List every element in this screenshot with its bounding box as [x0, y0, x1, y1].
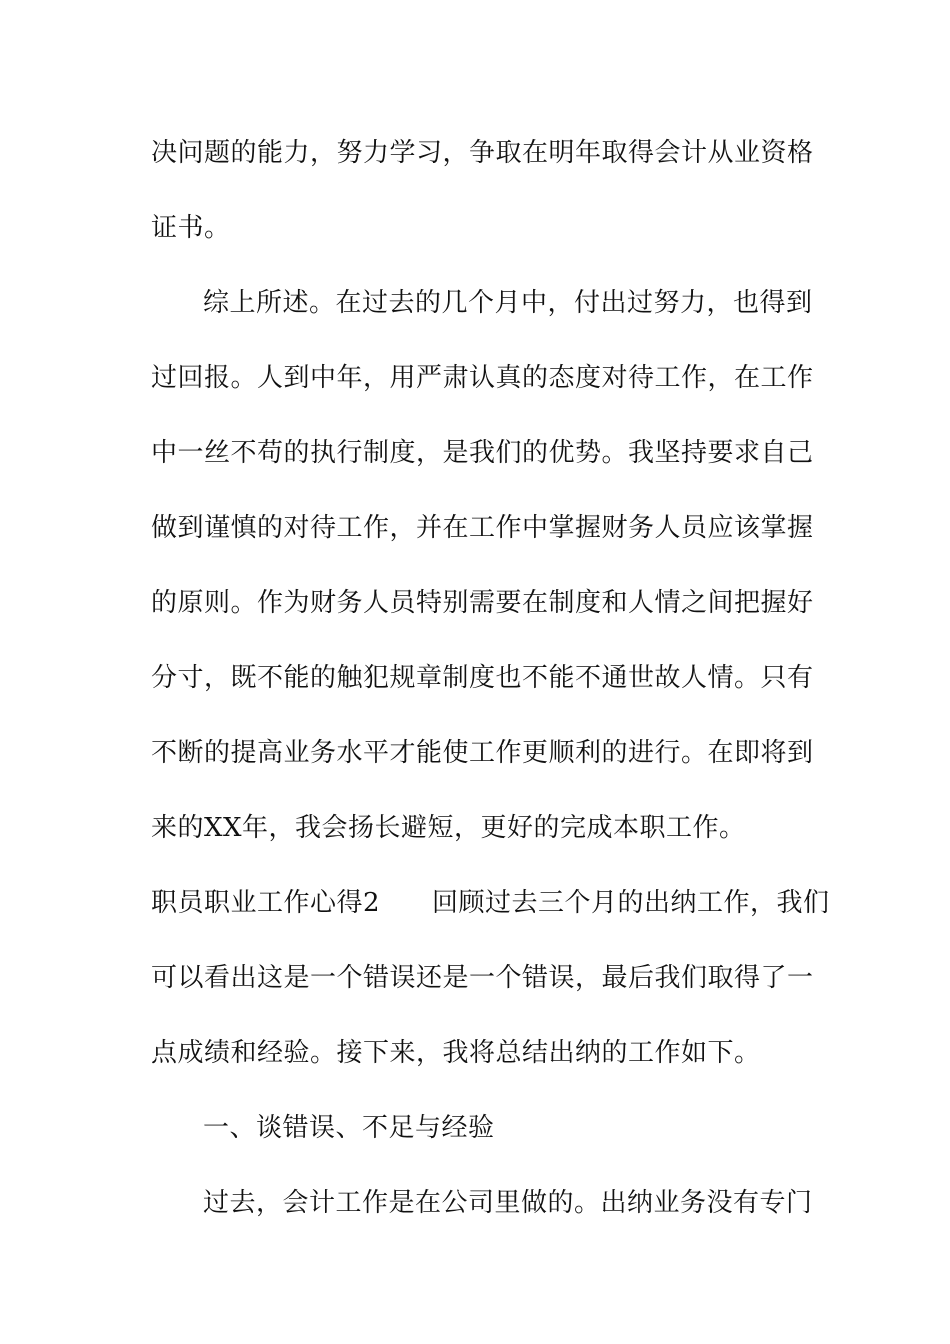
paragraph-line: 做到谨慎的对待工作，并在工作中掌握财务人员应该掌握: [151, 513, 814, 543]
paragraph-line: 中一丝不苟的执行制度，是我们的优势。我坚持要求自己: [151, 438, 814, 468]
paragraph-line: 不断的提高业务水平才能使工作更顺利的进行。在即将到: [151, 738, 814, 768]
subheading-line: 一、谈错误、不足与经验: [203, 1113, 495, 1143]
paragraph-line: 决问题的能力，努力学习，争取在明年取得会计从业资格: [151, 138, 814, 168]
section-title: 职员职业工作心得2: [151, 888, 381, 918]
paragraph-line: 过去，会计工作是在公司里做的。出纳业务没有专门: [203, 1188, 813, 1218]
paragraph-line: 来的XX年，我会扬长避短，更好的完成本职工作。: [151, 813, 746, 843]
paragraph-line: 证书。: [151, 213, 231, 243]
paragraph-line: 综上所述。在过去的几个月中，付出过努力，也得到: [203, 288, 813, 318]
paragraph-line: 可以看出这是一个错误还是一个错误，最后我们取得了一: [151, 963, 814, 993]
section-first-line: 回顾过去三个月的出纳工作，我们: [432, 888, 830, 918]
paragraph-line: 的原则。作为财务人员特别需要在制度和人情之间把握好: [151, 588, 814, 618]
paragraph-line: 过回报。人到中年，用严肃认真的态度对待工作，在工作: [151, 363, 814, 393]
paragraph-line: 点成绩和经验。接下来，我将总结出纳的工作如下。: [151, 1038, 761, 1068]
paragraph-line: 分寸，既不能的触犯规章制度也不能不通世故人情。只有: [151, 663, 814, 693]
section-heading-line: [151, 887, 830, 919]
